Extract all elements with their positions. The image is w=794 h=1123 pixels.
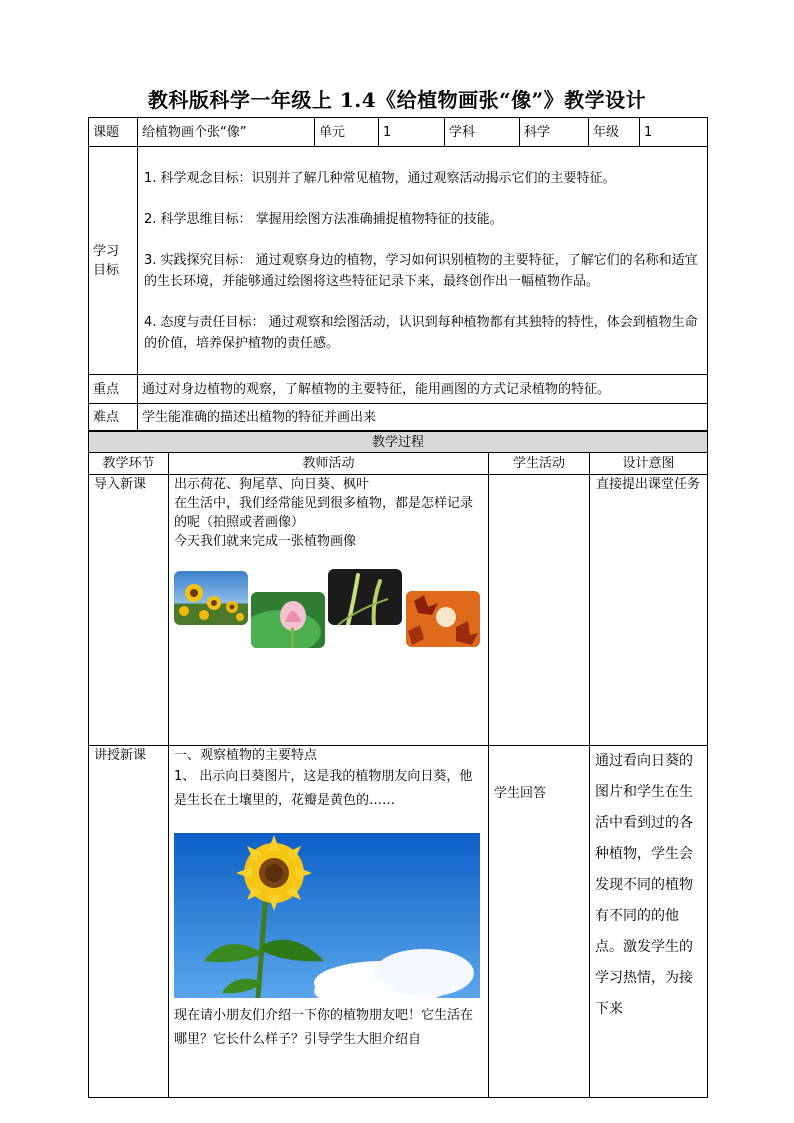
unit-value: 1: [379, 118, 445, 147]
unit-label: 单元: [315, 118, 379, 147]
subject-label: 学科: [445, 118, 520, 147]
goals-label: 学习目标: [89, 147, 138, 375]
lesson-value: 给植物画个张“像”: [138, 118, 315, 147]
intent-teaching: 通过看向日葵的图片和学生在生活中看到过的各种植物，学生会发现不同的植物有不同的的他点。激发学生的学习热情，为接下来: [590, 746, 708, 1098]
teacher-line: 今天我们就来完成一张植物画像: [174, 534, 357, 549]
sunflower-field-image: [174, 571, 248, 625]
stage-intro: 导入新课: [89, 475, 169, 746]
teacher-intro: [169, 475, 489, 746]
maple-leaves-drawing: [406, 591, 480, 647]
student-teaching: 学生回答: [489, 746, 590, 1098]
difficulty-value: 学生能准确的描述出植物的特征并画出来: [138, 404, 708, 431]
intent-intro: 直接提出课堂任务: [590, 475, 708, 746]
sunflower-image: [174, 833, 480, 998]
sunflower-field-drawing: [174, 571, 248, 625]
stage-teaching: 讲授新课: [89, 746, 169, 1098]
lotus-drawing: [251, 592, 325, 648]
foxtail-drawing: [328, 569, 402, 625]
goal-item: 2. 科学思维目标： 掌握用绘图方法准确捕捉植物特征的技能。: [144, 211, 503, 227]
foxtail-image: [328, 569, 402, 625]
sunflower-drawing: [174, 833, 480, 998]
teacher-line: 出示荷花、狗尾草、向日葵、枫叶: [174, 477, 370, 492]
goal-item: 1. 科学观念目标：识别并了解几种常见植物，通过观察活动揭示它们的主要特征。: [144, 170, 616, 186]
header-intent: 设计意图: [590, 453, 708, 475]
student-intro: [489, 475, 590, 746]
header-stage: 教学环节: [89, 453, 169, 475]
process-title: 教学过程: [89, 432, 708, 453]
header-teacher: 教师活动: [169, 453, 489, 475]
teacher-step: 1、 出示向日葵图片，这是我的植物朋友向日葵，他是生长在土壤里的，花瓣是黄色的……: [174, 769, 473, 808]
plant-photos: [174, 571, 483, 661]
lotus-image: [251, 592, 325, 648]
maple-leaves-image: [406, 591, 480, 647]
process-table: [88, 431, 708, 1098]
key-point-label: 重点: [89, 375, 138, 404]
subject-value: 科学: [520, 118, 589, 147]
teacher-line: 在生活中，我们经常能见到很多植物，都是怎样记录的呢（拍照或者画像）: [174, 496, 474, 530]
header-student: 学生活动: [489, 453, 590, 475]
teacher-teaching: [169, 746, 489, 1098]
goal-item: 4. 态度与责任目标： 通过观察和绘图活动，认识到每种植物都有其独特的特性，体会到植物生命的价值，培养保护植物的责任感。: [144, 314, 698, 351]
teacher-heading: 一、观察植物的主要特点: [174, 748, 318, 763]
goal-item: 3. 实践探究目标： 通过观察身边的植物，学习如何识别植物的主要特征，了解它们的名称和适宜的生长环境，并能够通过绘图将这些特征记录下来，最终创作出一幅植物作品。: [144, 252, 698, 289]
lesson-label: 课题: [89, 118, 138, 147]
info-table: [88, 117, 708, 431]
teacher-after: 现在请小朋友们介绍一下你的植物朋友吧！它生活在哪里？它长什么样子？引导学生大胆介绍自: [174, 1008, 474, 1047]
key-point-value: 通过对身边植物的观察，了解植物的主要特征，能用画图的方式记录植物的特征。: [138, 375, 708, 404]
grade-label: 年级: [589, 118, 640, 147]
goals-content: [138, 147, 708, 375]
difficulty-label: 难点: [89, 404, 138, 431]
document-title: 教科版科学一年级上 1.4《给植物画张“像”》教学设计: [147, 88, 647, 112]
grade-value: 1: [640, 118, 708, 147]
